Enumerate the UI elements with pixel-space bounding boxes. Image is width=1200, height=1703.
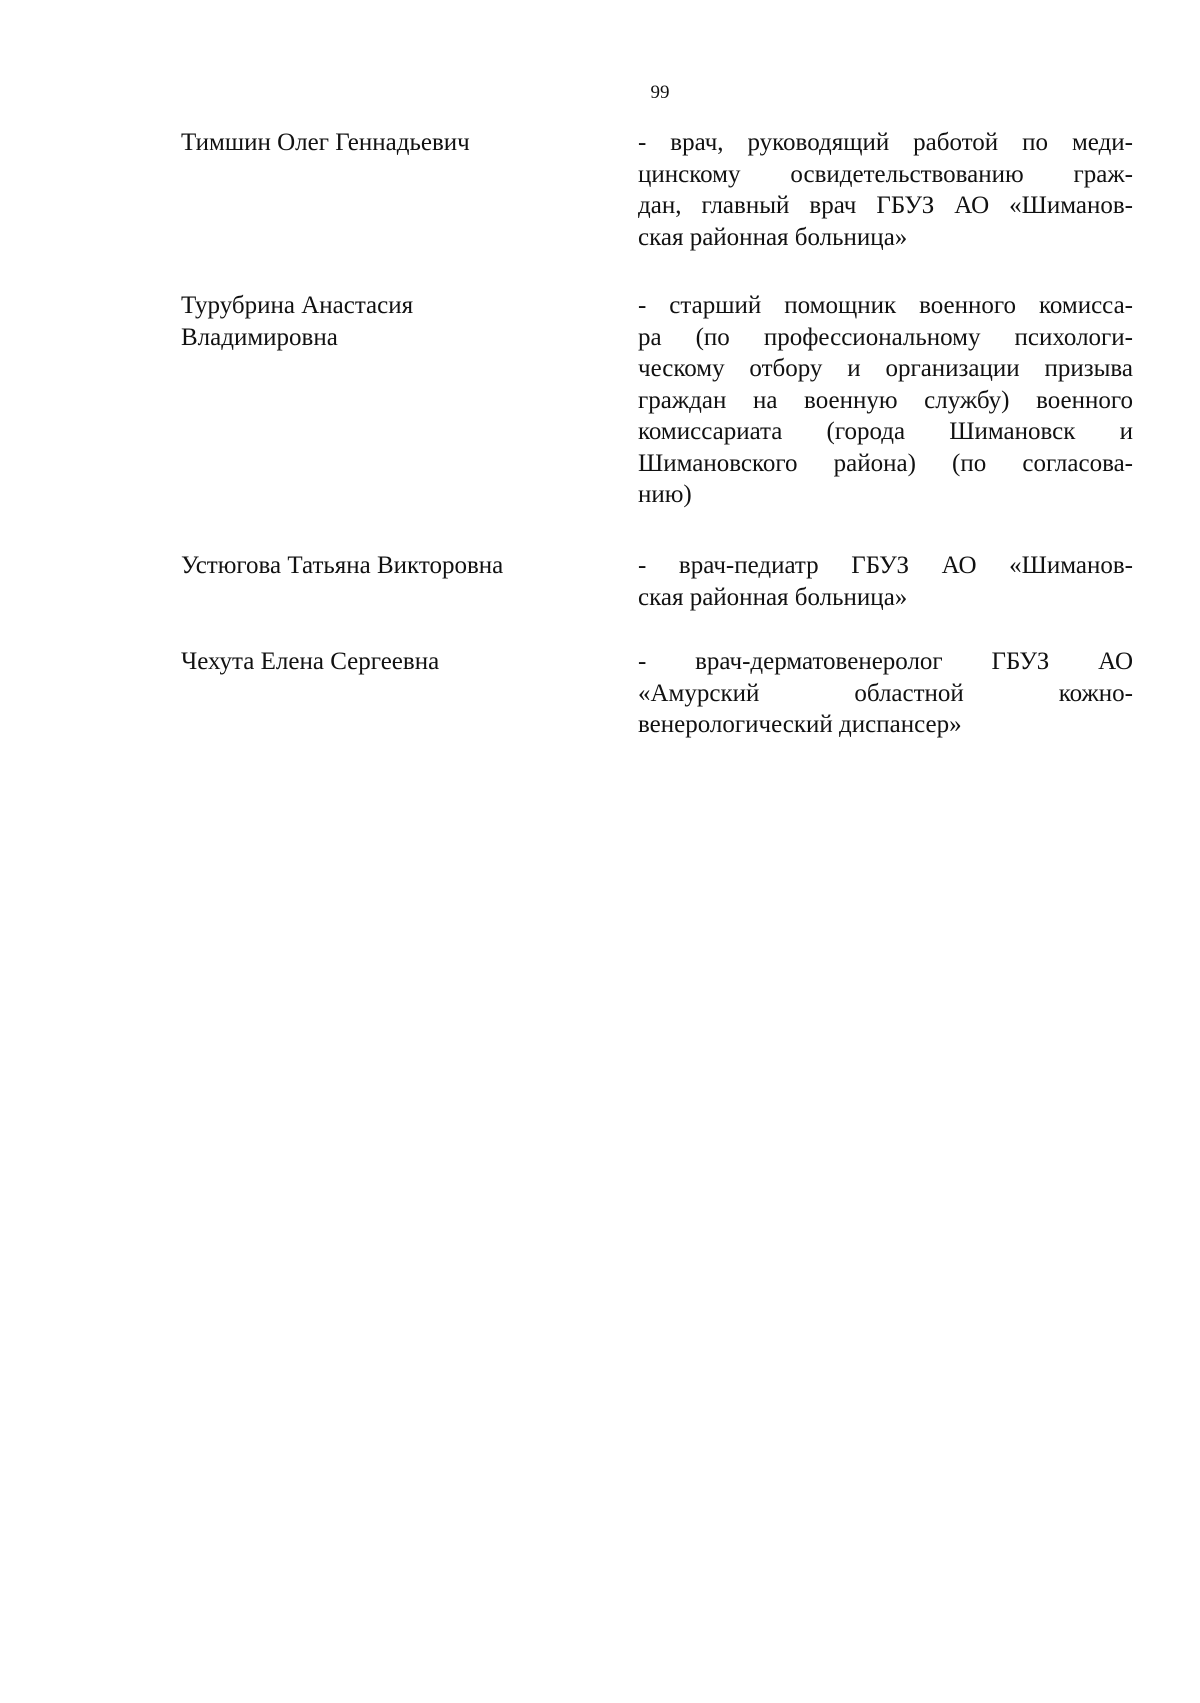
page-number: 99 bbox=[650, 82, 670, 103]
member-name: Тимшин Олег Геннадьевич bbox=[181, 129, 470, 156]
member-role: - врач-педиатр ГБУЗ АО «Шиманов- ская районная больница» bbox=[638, 552, 1133, 611]
member-role: - врач-дерматовенеролог ГБУЗ АО «Амурский областной кожно- венерологический диспансер» bbox=[638, 648, 1133, 738]
member-name: Чехута Елена Сергеевна bbox=[181, 648, 440, 675]
member-name: Турубрина Анастасия Владимировна bbox=[181, 292, 414, 351]
member-role: - старший помощник военного комисса- ра (по профессиональному психологи- ческому отбору и организации призыва граждан на военную службу) военного комиссариата (города Шимановск и Шимановского района) (по согласова- нию) bbox=[638, 292, 1133, 508]
member-role: - врач, руководящий работой по меди- цинскому освидетельствованию граж- дан, главный врач ГБУЗ АО «Шиманов- ская районная больница» bbox=[638, 129, 1133, 251]
member-name: Устюгова Татьяна Викторовна bbox=[181, 552, 504, 579]
